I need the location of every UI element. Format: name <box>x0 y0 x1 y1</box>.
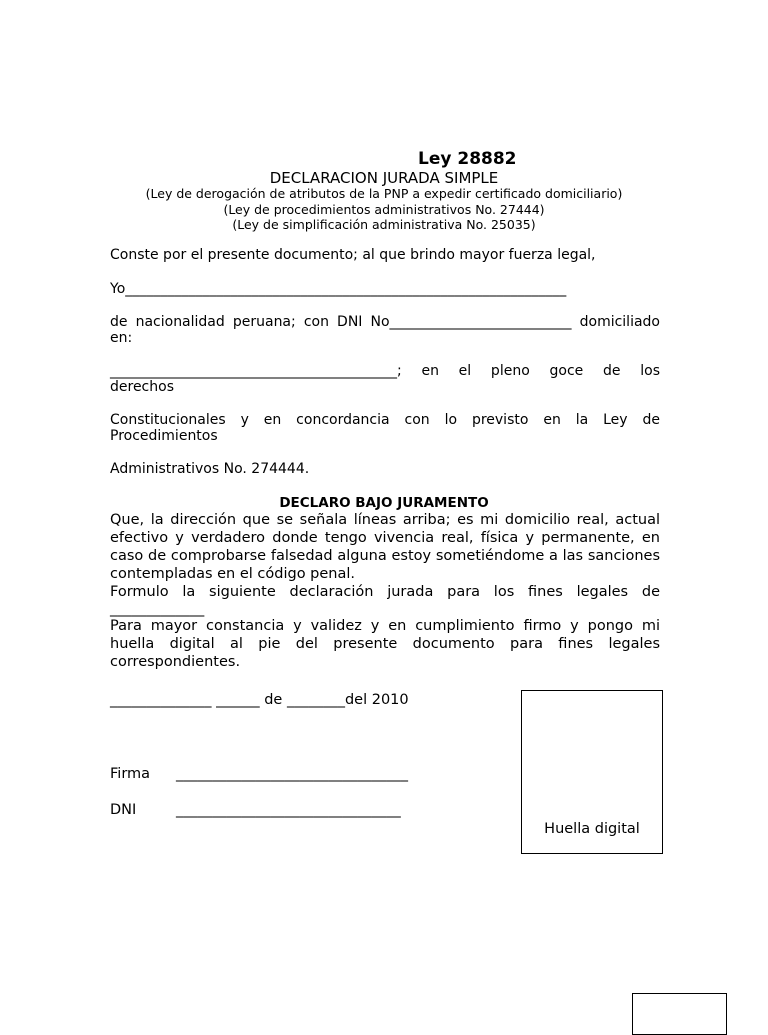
dni-label: DNI <box>110 802 137 818</box>
corner-box <box>632 993 727 1035</box>
law-number: Ley 28882 <box>418 149 517 169</box>
constitutional-line: Constitucionales y en concordancia con lo previsto en la Ley de <box>110 412 660 428</box>
document-title: DECLARACION JURADA SIMPLE <box>269 169 499 187</box>
declaration-paragraph-1: Que, la dirección que se señala líneas arriba; es mi domicilio real, actual efectivo y verdadero donde tengo vivencia real, física y permanente, en caso de comprobarse falsedad alguna estoy sometiéndome a las sanciones contempladas en el código penal. <box>110 512 660 582</box>
constitutional-continuation: Procedimientos <box>110 428 218 444</box>
nationality-continuation: en: <box>110 330 133 346</box>
yo-line: Yo_______________________________________________________________ <box>110 281 567 297</box>
declaration-paragraph-2-blank: _____________ <box>110 601 205 617</box>
fingerprint-label: Huella digital <box>544 821 640 837</box>
fingerprint-box <box>521 690 663 854</box>
subtitle-2: (Ley de procedimientos administrativos No. 27444) <box>223 202 545 217</box>
declaration-heading: DECLARO BAJO JURAMENTO <box>279 495 489 511</box>
nationality-line: de nacionalidad peruana; con DNI No__________________________ domiciliado <box>110 314 660 330</box>
administrative-line: Administrativos No. 274444. <box>110 461 310 477</box>
dni-line: _______________________________ <box>176 802 401 818</box>
declaration-body <box>110 511 660 671</box>
subtitle-3: (Ley de simplificación administrativa No. 25035) <box>232 217 536 232</box>
intro-text: Conste por el presente documento; al que brindo mayor fuerza legal, <box>110 247 596 263</box>
address-line: _________________________________________; en el pleno goce de los <box>110 363 660 379</box>
subtitle-1: (Ley de derogación de atributos de la PNP a expedir certificado domiciliario) <box>145 186 623 201</box>
firma-label: Firma <box>110 766 151 782</box>
declaration-paragraph-2: Formulo la siguiente declaración jurada para los fines legales de <box>110 584 660 600</box>
date-line: ______________ ______ de ________del 2010 <box>110 692 409 708</box>
declaration-paragraph-3: Para mayor constancia y validez y en cumplimiento firmo y pongo mi huella digital al pie del presente documento para fines legales correspondientes. <box>110 618 660 670</box>
firma-line: ________________________________ <box>176 766 408 782</box>
address-continuation: derechos <box>110 379 174 395</box>
